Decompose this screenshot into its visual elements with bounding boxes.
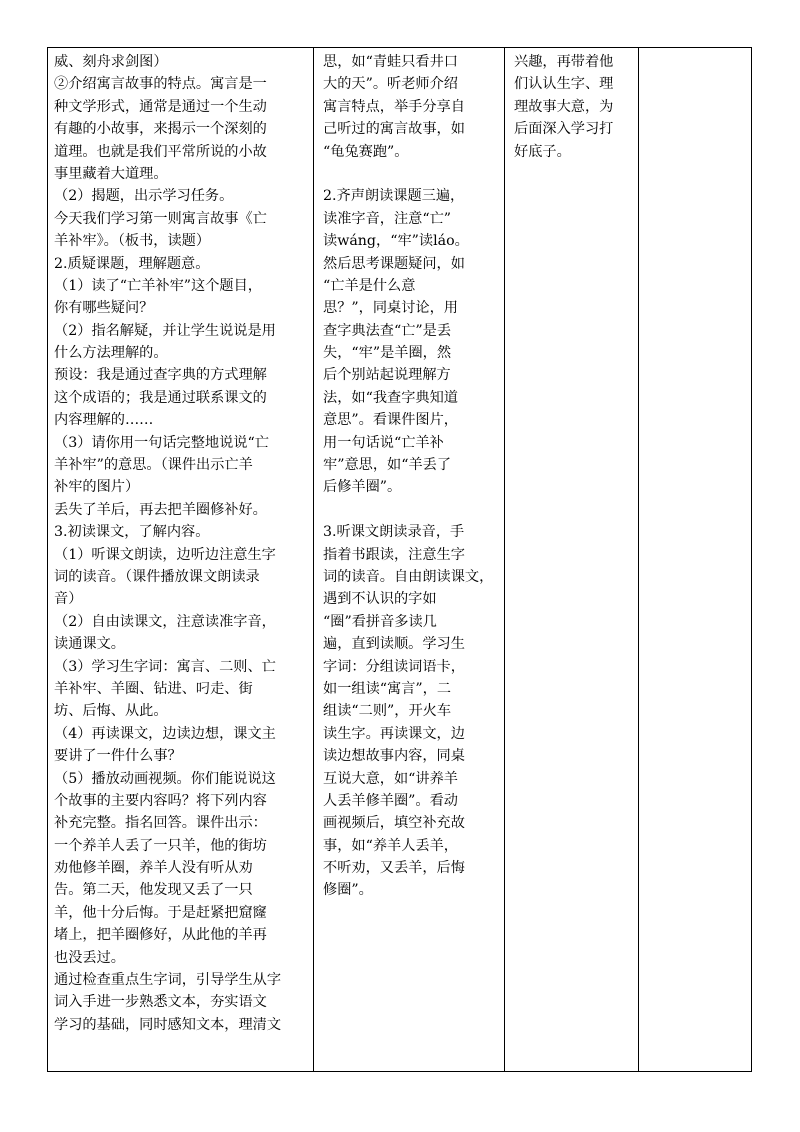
text-line: 3.听课文朗读录音，手: [323, 524, 465, 541]
text-line: 个故事的主要内容吗？将下列内容: [54, 792, 267, 809]
text-line: 寓言特点，举手分享自: [323, 98, 465, 115]
text-line: “龟兔赛跑”。: [323, 143, 409, 160]
text-line: [323, 163, 501, 185]
text-line: 指着书跟读，注意生字: [323, 546, 465, 563]
text-line: （5）播放动画视频。你们能说说这: [54, 770, 276, 787]
text-line: 什么方法理解的。: [54, 345, 168, 362]
text-line: 2.质疑课题，理解题意。: [54, 255, 210, 272]
student-activity-column: [314, 48, 505, 1071]
text-line: 一个养羊人丢了一只羊，他的街坊: [54, 837, 267, 854]
text-line: 牢”意思，如“羊丢了: [323, 457, 452, 474]
text-line: 兴趣，再带着他: [514, 54, 614, 70]
student-activity-text: [323, 51, 501, 902]
text-line: 理故事大意，为: [514, 98, 614, 115]
notes-column: [639, 48, 752, 1071]
text-line: 羊补牢、羊圈、钻进、叼走、街: [54, 680, 253, 697]
text-line: 读准字音，注意“亡”: [323, 210, 452, 227]
text-line: 遍，直到读顺。学习生: [323, 636, 465, 653]
text-line: 失，“牢”是羊圈，然: [323, 345, 452, 362]
text-line: 查字典法查“亡”是丢: [323, 322, 452, 339]
text-line: 大的天”。听老师介绍: [323, 76, 458, 93]
text-line: 好底子。: [514, 143, 571, 160]
text-line: 通过检查重点生字词，引导学生从字: [54, 972, 282, 989]
text-line: 后个别站起说理解方: [323, 367, 451, 384]
text-line: 2.齐声朗读课题三遍，: [323, 188, 465, 205]
text-line: 今天我们学习第一则寓言故事《亡: [54, 210, 267, 227]
text-line: 有趣的小故事，来揭示一个深刻的: [54, 121, 267, 138]
text-line: 遇到不认识的字如: [323, 591, 437, 608]
text-line: 告。第二天，他发现又丢了一只: [54, 882, 253, 899]
text-line: 人丢羊修羊圈”。看动: [323, 792, 458, 809]
text-line: “亡羊是什么意: [323, 277, 416, 294]
text-line: 道理。也就是我们平常所说的小故: [54, 143, 267, 160]
text-line: （4）再读课文，边读边想，课文主: [54, 725, 276, 742]
text-line: 种文学形式，通常是通过一个生动: [54, 98, 267, 115]
text-line: 读边想故事内容，同桌: [323, 748, 465, 765]
text-line: （2）揭题，出示学习任务。: [54, 188, 234, 205]
text-line: 词的读音。自由朗读课文，: [323, 568, 494, 585]
text-line: 也没丢过。: [54, 949, 125, 966]
lesson-plan-table: [47, 47, 752, 1072]
text-line: 字词：分组读词语卡，: [323, 658, 465, 675]
text-line: 互说大意，如“讲养羊: [323, 770, 458, 787]
text-line: 意思”。看课件图片，: [323, 412, 458, 429]
text-line: 用一句话说“亡羊补: [323, 434, 444, 451]
text-line: 读wáng，“牢”读láo。: [323, 233, 469, 250]
text-line: 要讲了一件什么事？: [54, 748, 182, 765]
text-line: 羊补牢”的意思。（课件出示亡羊: [54, 457, 253, 474]
text-line: 词的读音。（课件播放课文朗读录: [54, 568, 260, 585]
text-line: 音）: [54, 591, 83, 608]
text-line: 思？”，同桌讨论，用: [323, 300, 458, 317]
text-line: 这个成语的；我是通过联系课文的: [54, 389, 267, 406]
text-line: 如一组读“寓言”，二: [323, 680, 452, 697]
design-intent-column: [505, 48, 639, 1071]
text-line: 后面深入学习打: [514, 121, 614, 138]
text-line: 画视频后，填空补充故: [323, 815, 465, 832]
teacher-activity-column: [48, 48, 314, 1071]
text-line: 预设：我是通过查字典的方式理解: [54, 367, 267, 384]
text-line: 丢失了羊后，再去把羊圈修补好。: [54, 501, 267, 518]
text-line: 学习的基础，同时感知文本，理清文: [54, 1016, 282, 1033]
text-line: 思，如“青蛙只看井口: [323, 54, 458, 70]
text-line: 你有哪些疑问？: [54, 300, 154, 317]
text-line: 们认认生字、理: [514, 76, 614, 93]
text-line: 坊、后悔、从此。: [54, 703, 168, 720]
design-intent-text: [514, 51, 634, 163]
text-line: 读通课文。: [54, 636, 125, 653]
text-line: 读生字。再读课文，边: [323, 725, 465, 742]
text-line: 修圈”。: [323, 882, 373, 899]
text-line: 组读“二则”，开火车: [323, 703, 452, 720]
teacher-activity-text: [54, 51, 310, 1036]
text-line: 3.初读课文，了解内容。: [54, 524, 210, 541]
text-line: 后修羊圈”。: [323, 479, 402, 496]
text-line: 堵上，把羊圈修好，从此他的羊再: [54, 927, 267, 944]
text-line: [323, 499, 501, 521]
text-line: 内容理解的……: [54, 412, 154, 429]
text-line: （1）读了“亡羊补牢”这个题目，: [54, 277, 262, 294]
text-line: 不听劝，又丢羊，后悔: [323, 860, 465, 877]
text-line: （2）自由读课文，注意读准字音，: [54, 613, 276, 630]
text-line: 羊，他十分后悔。于是赶紧把窟窿: [54, 904, 267, 921]
text-line: （2）指名解疑，并让学生说说是用: [54, 322, 276, 339]
text-line: 己听过的寓言故事，如: [323, 121, 465, 138]
text-line: 补牢的图片）: [54, 479, 140, 496]
text-line: （1）听课文朗读，边听边注意生字: [54, 546, 276, 563]
text-line: （3）学习生字词：寓言、二则、亡: [54, 658, 276, 675]
text-line: “圈”看拼音多读几: [323, 613, 437, 630]
text-line: 补充完整。指名回答。课件出示：: [54, 815, 267, 832]
text-line: 然后思考课题疑问，如: [323, 255, 465, 272]
text-line: 事里藏着大道理。: [54, 165, 168, 182]
text-line: 劝他修羊圈，养羊人没有听从劝: [54, 860, 253, 877]
text-line: 威、刻舟求剑图）: [54, 54, 168, 70]
text-line: 事，如“养羊人丢羊，: [323, 837, 458, 854]
text-line: ②介绍寓言故事的特点。寓言是一: [54, 76, 267, 93]
text-line: 词入手进一步熟悉文本，夯实语文: [54, 994, 267, 1011]
text-line: 法，如“我查字典知道: [323, 389, 458, 406]
text-line: 羊补牢》。（板书，读题）: [54, 233, 211, 250]
text-line: （3）请你用一句话完整地说说“亡: [54, 434, 269, 451]
